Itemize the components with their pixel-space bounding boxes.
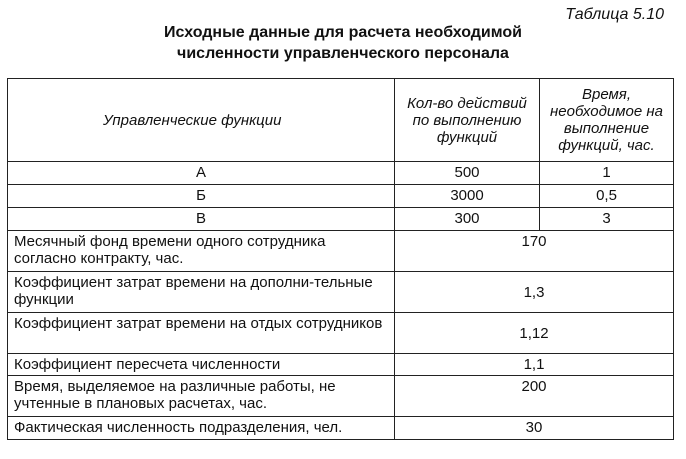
function-actions: 300 bbox=[395, 208, 540, 231]
param-label: Время, выделяемое на различные работы, не учтенные в плановых расчетах, час. bbox=[8, 376, 395, 417]
header-row bbox=[8, 79, 674, 162]
param-label: Коэффициент затрат времени на отдых сотрудников bbox=[8, 313, 395, 354]
param-value: 200 bbox=[395, 376, 674, 417]
function-time: 0,5 bbox=[540, 185, 674, 208]
param-row bbox=[8, 417, 674, 440]
param-row bbox=[8, 376, 674, 417]
param-value: 1,12 bbox=[395, 313, 674, 354]
param-row bbox=[8, 313, 674, 354]
param-value: 30 bbox=[395, 417, 674, 440]
header-functions: Управленческие функции bbox=[8, 79, 395, 162]
title-line-1: Исходные данные для расчета необходимой bbox=[164, 24, 522, 41]
param-label: Фактическая численность подразделения, чел. bbox=[8, 417, 395, 440]
param-value: 170 bbox=[395, 231, 674, 272]
function-time: 3 bbox=[540, 208, 674, 231]
table-row bbox=[8, 185, 674, 208]
param-value: 1,3 bbox=[395, 272, 674, 313]
table-number-label: Таблица 5.10 bbox=[565, 6, 664, 23]
title-line-2: численности управленческого персонала bbox=[177, 45, 509, 62]
table-title bbox=[0, 22, 686, 64]
param-row bbox=[8, 231, 674, 272]
function-actions: 500 bbox=[395, 162, 540, 185]
table-row bbox=[8, 162, 674, 185]
function-actions: 3000 bbox=[395, 185, 540, 208]
header-time: Время, необходимое на выполнение функций, час. bbox=[540, 79, 674, 162]
param-value: 1,1 bbox=[395, 354, 674, 376]
data-table bbox=[7, 78, 674, 440]
function-name: А bbox=[8, 162, 395, 185]
table-row bbox=[8, 208, 674, 231]
function-name: Б bbox=[8, 185, 395, 208]
param-label: Месячный фонд времени одного сотрудника согласно контракту, час. bbox=[8, 231, 395, 272]
function-time: 1 bbox=[540, 162, 674, 185]
param-label: Коэффициент пересчета численности bbox=[8, 354, 395, 376]
param-label: Коэффициент затрат времени на дополни-тельные функции bbox=[8, 272, 395, 313]
header-actions: Кол-во действий по выполнению функций bbox=[395, 79, 540, 162]
function-name: В bbox=[8, 208, 395, 231]
param-row bbox=[8, 354, 674, 376]
param-row bbox=[8, 272, 674, 313]
